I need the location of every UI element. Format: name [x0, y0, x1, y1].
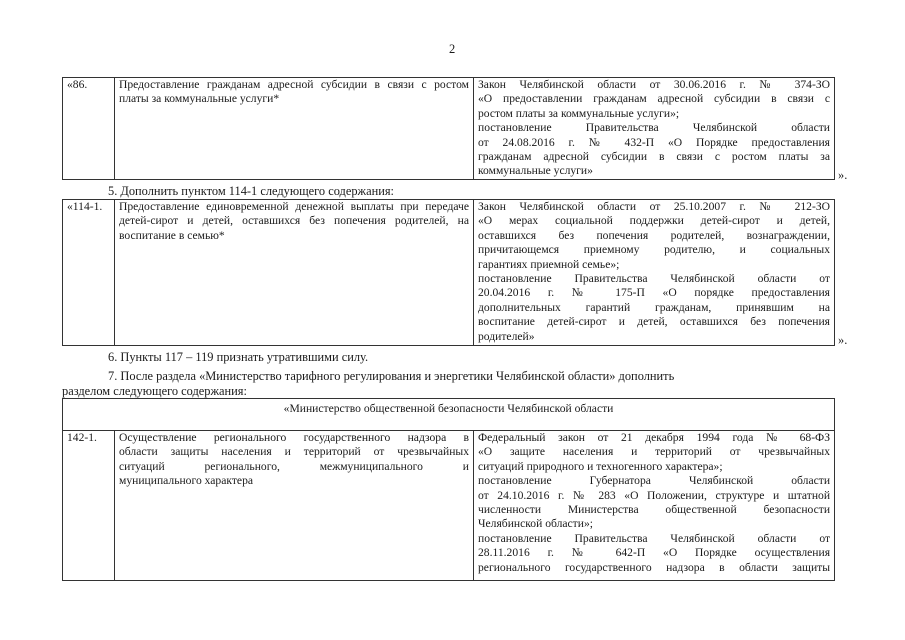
page-number: 2 — [449, 42, 456, 56]
table-row-114-1 — [62, 199, 835, 346]
legal-basis — [474, 431, 835, 581]
service-line: ситуаций регионального, межмуниципального и — [119, 459, 469, 473]
law-line: от 24.08.2016 г. № 432-П «О Порядке предоставления — [478, 135, 830, 149]
service-line: области защиты населения и территорий от чрезвычайных — [119, 445, 469, 459]
service-name: Предоставление гражданам адресной субсидии в связи с ростом платы за коммунальные услуги* — [115, 78, 474, 180]
paragraph-7: 7. После раздела «Министерство тарифного регулирования и энергетики Челябинской области» дополнить — [108, 369, 675, 383]
law-line: коммунальные услуги» — [478, 164, 593, 178]
law-line: Федеральный закон от 21 декабря 1994 года № 68-ФЗ — [478, 431, 831, 444]
table-row-86 — [62, 77, 835, 180]
law-line: «О мерах социальной поддержки детей-сирот и детей, — [478, 214, 830, 228]
law-line: «О защите населения и территорий от чрезвычайных — [478, 445, 831, 459]
service-line: Осуществление регионального государственного надзора в — [119, 431, 469, 444]
row-number: «114-1. — [63, 200, 115, 346]
law-line: Закон Челябинской области от 25.10.2007 г. № 212-ЗО — [478, 200, 830, 213]
law-line: воспитание детей-сирот и детей, оставшихся без попечения — [478, 315, 830, 329]
law-line: постановление Правительства Челябинской области — [478, 121, 830, 135]
law-line: гражданам адресной субсидии в связи с ростом платы за — [478, 150, 830, 164]
law-line: ростом платы за коммунальные услуги»; — [478, 106, 680, 120]
law-line: оставшихся без попечения родителей, вознаграждении, — [478, 228, 830, 242]
paragraph-5: 5. Дополнить пунктом 114-1 следующего содержания: — [108, 184, 394, 198]
row-number: «86. — [63, 78, 115, 180]
law-line: родителей» — [478, 329, 535, 343]
law-line: ситуаций природного и техногенного характера»; — [478, 459, 723, 473]
law-line: «О предоставлении гражданам адресной субсидии в связи с — [478, 92, 830, 106]
law-line: гарантиях приемной семье»; — [478, 257, 620, 271]
service-name — [115, 431, 474, 581]
paragraph-6: 6. Пункты 117 – 119 признать утратившими силу. — [108, 350, 369, 364]
law-line: Закон Челябинской области от 30.06.2016 г. № 374-ЗО — [478, 78, 830, 91]
law-line: численности Министерства общественной безопасности — [478, 503, 831, 517]
law-line: 20.04.2016 г. № 175-П «О порядке предоставления — [478, 286, 830, 300]
ministry-section-table — [62, 398, 835, 581]
closing-quote: ». — [838, 333, 848, 347]
ministry-title: «Министерство общественной безопасности Челябинской области — [63, 399, 835, 431]
law-line: постановление Губернатора Челябинской области — [478, 474, 831, 488]
law-line: от 24.10.2016 г. № 283 «О Положении, структуре и штатной — [478, 488, 831, 502]
law-line: дополнительных гарантий гражданам, принявшим на — [478, 300, 830, 314]
service-line: муниципального характера — [119, 474, 254, 488]
law-line: 28.11.2016 г. № 642-П «О Порядке осуществления — [478, 546, 831, 560]
service-name: Предоставление единовременной денежной выплаты при передаче детей-сирот и детей, оставшихся без попечения родителей, на воспитание в семью* — [115, 200, 474, 346]
law-line: постановление Правительства Челябинской области от — [478, 272, 830, 286]
legal-basis — [474, 200, 835, 346]
closing-quote: ». — [838, 168, 848, 182]
law-line: причитающемся приемному родителю, и социальных — [478, 243, 830, 257]
paragraph-7-cont: разделом следующего содержания: — [62, 384, 247, 398]
row-number: 142-1. — [63, 431, 115, 581]
law-line: регионального государственного надзора в области защиты — [478, 560, 831, 574]
law-line: постановление Правительства Челябинской области от — [478, 531, 831, 545]
law-line: Челябинской области»; — [478, 517, 593, 531]
legal-basis — [474, 78, 835, 180]
